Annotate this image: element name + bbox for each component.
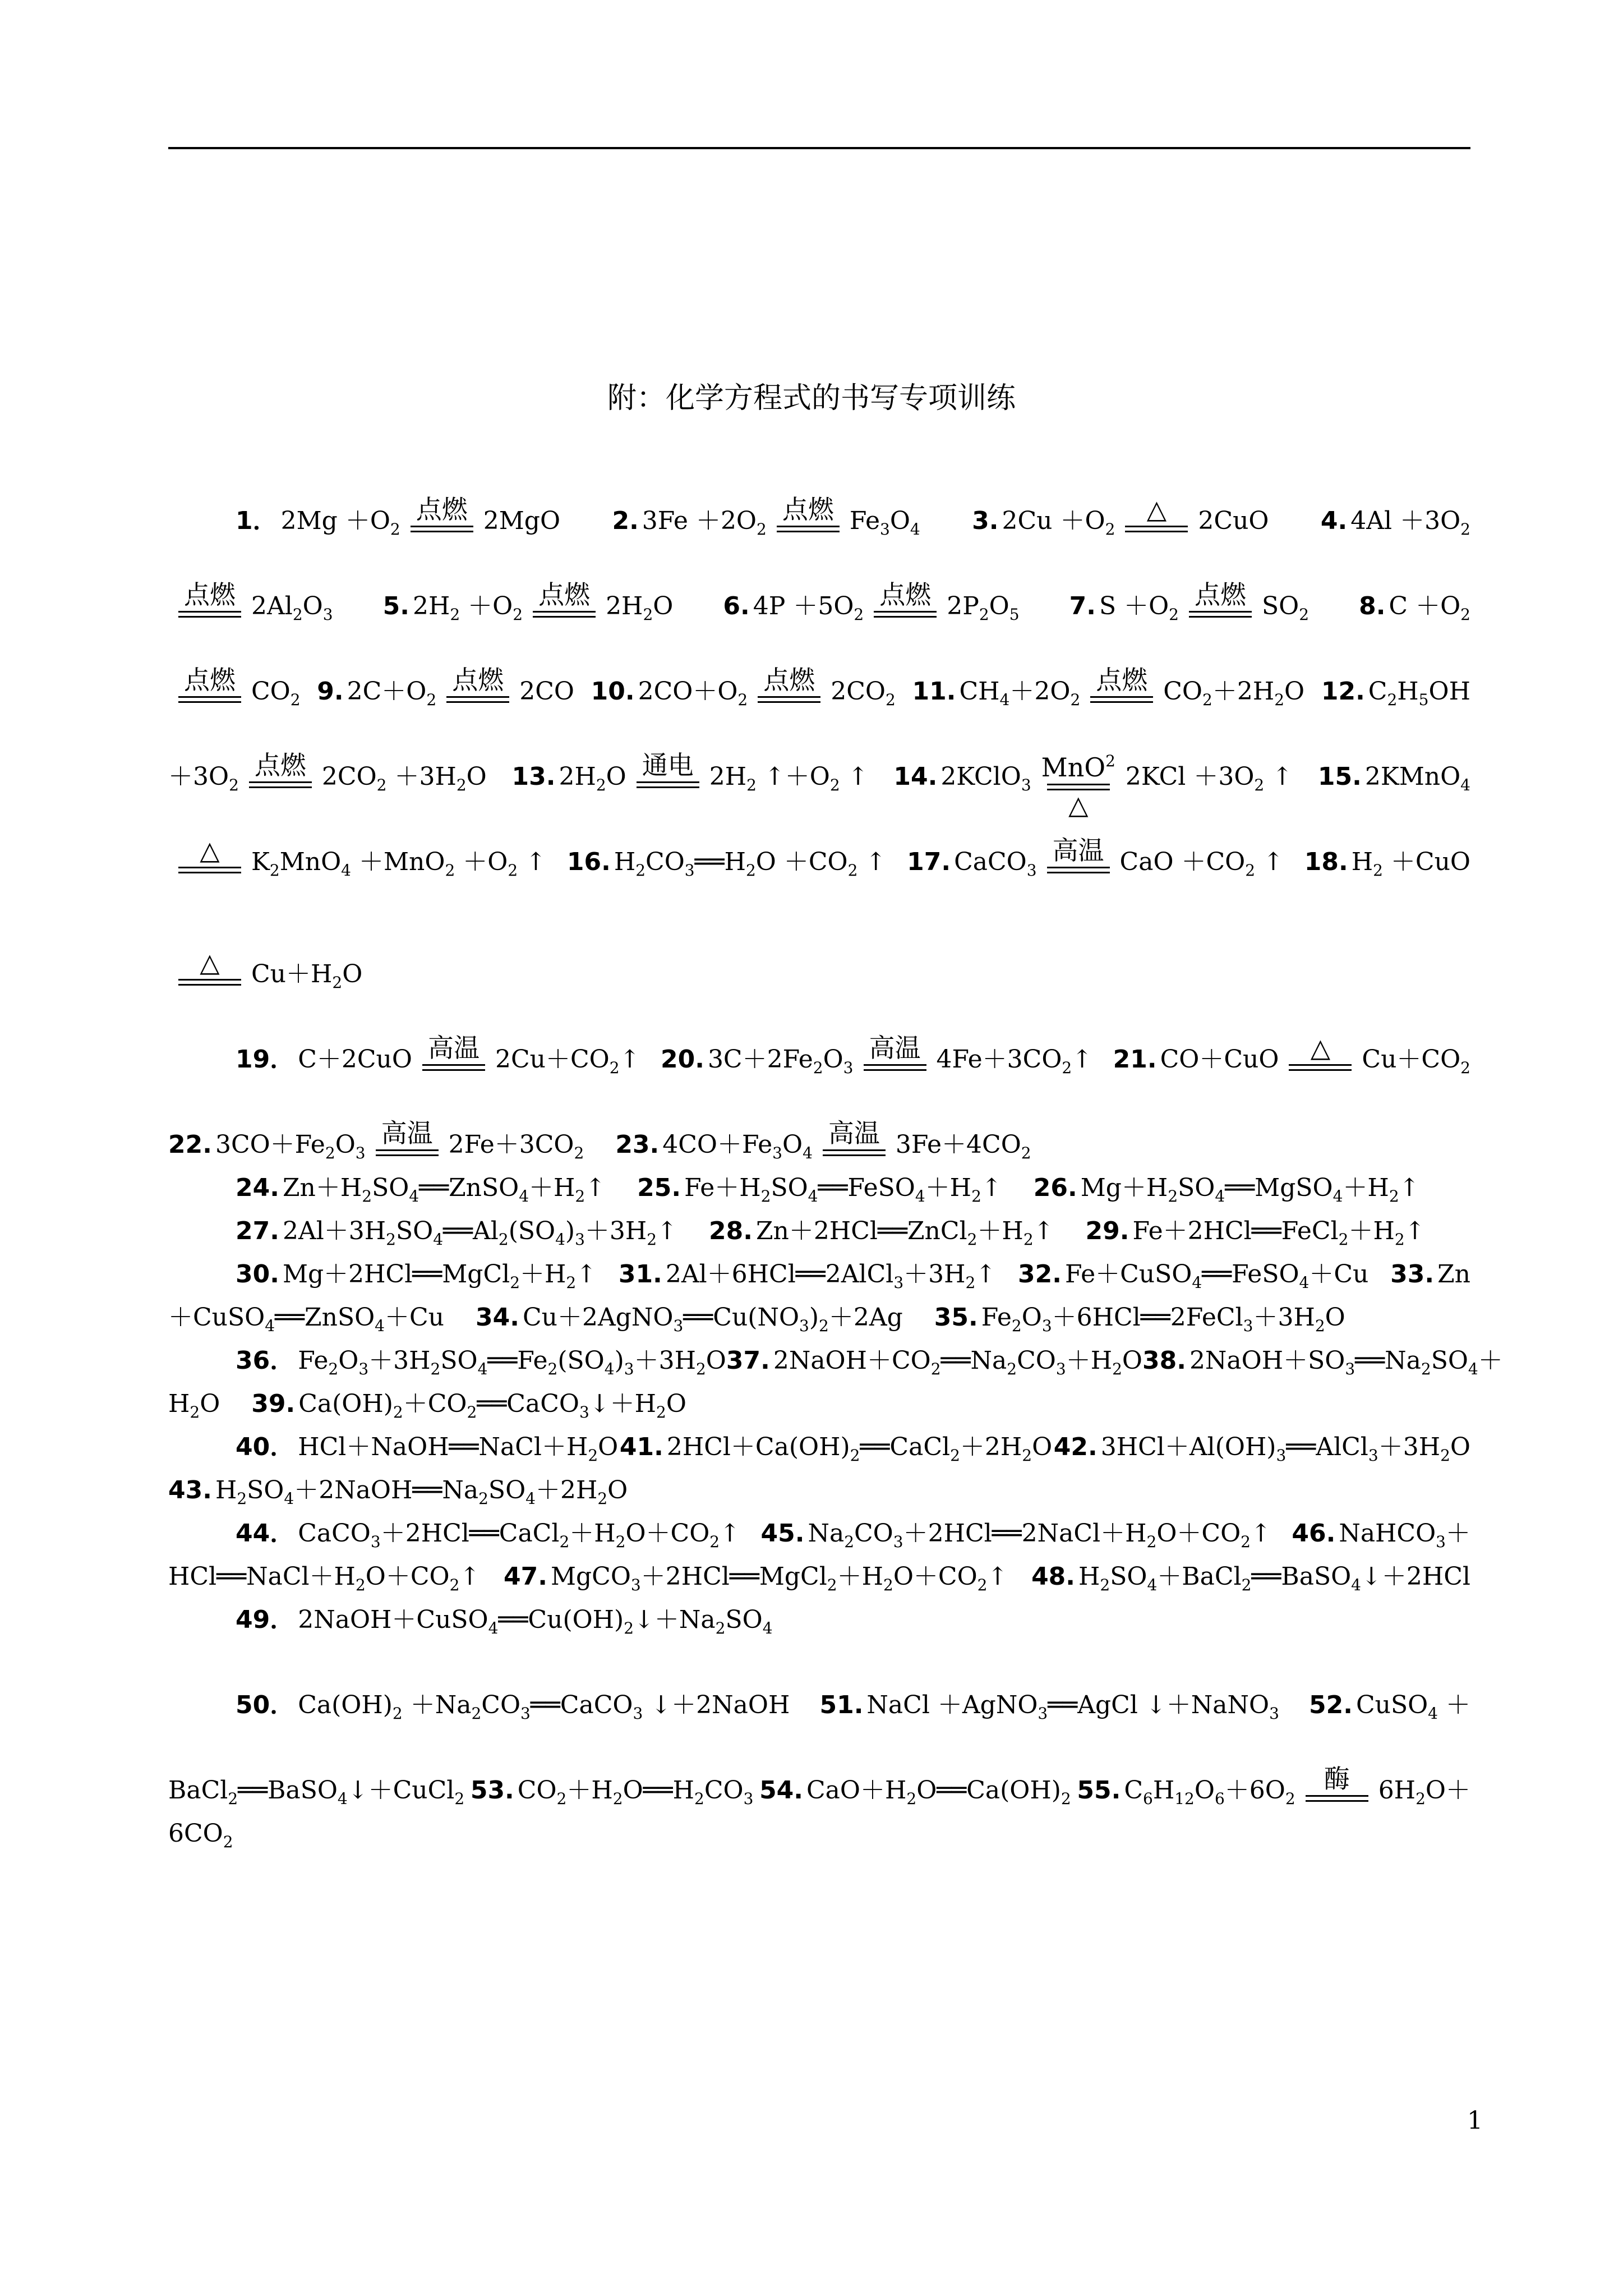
condition-below: △	[1068, 790, 1089, 820]
equation-line	[168, 1161, 1470, 1204]
equation	[236, 1008, 640, 1075]
reactants: $H_2SO_4+BaCl_2══BaSO_4↓+2HCl$	[1078, 1562, 1470, 1594]
equation	[1034, 1168, 1420, 1204]
equation	[512, 725, 869, 793]
equation	[612, 470, 920, 537]
reactants: $2HCl+Ca(OH)_2══CaCl_2+2H_2O$	[666, 1433, 1053, 1465]
equation	[907, 811, 1284, 878]
reactants: $C_2H_5OH$	[1368, 677, 1470, 709]
equation	[476, 1297, 903, 1333]
condition-label: 点燃	[1194, 579, 1246, 610]
equation-number: 45.	[760, 1519, 805, 1548]
equation	[1018, 1254, 1368, 1290]
reactants: $2H_2O$	[559, 762, 626, 794]
reaction-condition	[1189, 555, 1252, 622]
products: $Cu+CO_2$	[1362, 1045, 1470, 1077]
reaction-condition	[178, 555, 241, 622]
equation-number: 16.	[566, 848, 611, 876]
equation	[591, 640, 896, 707]
reactants: $3HCl+Al(OH)_3══AlCl_3+3H_2O$	[1100, 1433, 1470, 1465]
products: $2Cu+CO_2↑$	[495, 1045, 640, 1077]
equation	[615, 1093, 1031, 1161]
page-title: 附：化学方程式的书写专项训练	[607, 381, 1016, 415]
equation-number: 21.	[1113, 1045, 1157, 1074]
reactants: $2NaOH+CO_2══Na_2CO_3+H_2O$	[773, 1346, 1142, 1378]
equation-number: 46.	[1292, 1519, 1336, 1548]
equation-number: 2.	[612, 507, 639, 535]
equation	[168, 1384, 220, 1420]
products: $2Al_2O_3$	[251, 592, 333, 624]
equation-number: 34.	[476, 1303, 519, 1332]
equation-number: 24.	[236, 1174, 279, 1202]
reactants: $CO_2+H_2O══H_2CO_3$	[517, 1776, 754, 1808]
products: 2CO	[519, 677, 574, 706]
equation-line	[168, 1721, 1470, 1806]
reactants: $S +O_2$	[1099, 592, 1179, 624]
equation-number: 10.	[591, 677, 635, 706]
equation-line	[168, 1333, 1503, 1378]
equation-number: 37.	[726, 1346, 770, 1375]
reactants: $CaO+H_2O══Ca(OH)_2$	[806, 1776, 1071, 1808]
equation	[1142, 1341, 1503, 1377]
condition-label: 点燃	[254, 750, 306, 780]
reactants: ＋CuSO$_4$══ZnSO$_4$＋Cu	[168, 1303, 444, 1335]
equation	[236, 1341, 726, 1377]
reaction-condition	[411, 470, 473, 537]
products: $2H_2O$	[606, 592, 674, 624]
equation	[567, 811, 886, 878]
equation-line	[168, 1806, 1470, 1849]
equation	[236, 1168, 606, 1204]
equation-number: 1．	[236, 507, 278, 535]
double-bar	[1306, 1795, 1368, 1802]
equation	[1321, 470, 1470, 537]
equation-line	[168, 1593, 1470, 1636]
equation-number: 36．	[236, 1346, 295, 1375]
equation	[236, 1254, 597, 1290]
equation	[1359, 555, 1470, 622]
double-bar	[1189, 611, 1252, 618]
reactants: $Fe+H_2SO_4══FeSO_4+H_2↑$	[684, 1174, 1002, 1205]
condition-label: △	[1310, 1033, 1331, 1063]
equation	[619, 1254, 996, 1290]
condition-label: 点燃	[538, 579, 591, 610]
reactants: $Cu+2AgNO_3══Cu(NO_3)_2+2Ag$	[522, 1303, 903, 1335]
condition-label: 点燃	[879, 579, 932, 610]
equation-number: 29.	[1085, 1217, 1129, 1245]
equation	[819, 1654, 1279, 1721]
equation	[1086, 1211, 1426, 1247]
equation	[168, 1093, 584, 1161]
condition-label: 高温	[828, 1118, 880, 1148]
products: CaO $+CO_2$ ↑	[1119, 848, 1284, 880]
double-bar	[178, 979, 241, 986]
products: 2MgO	[483, 507, 561, 535]
header-rule	[168, 147, 1470, 149]
equation-number: 43.	[168, 1476, 212, 1504]
reaction-condition	[758, 640, 820, 707]
reactants: $C_6H_{12}O_6+6O_2$	[1124, 1776, 1295, 1808]
products: $2CO_2$	[831, 677, 896, 709]
reactants: $CH_4+2O_2$	[959, 677, 1081, 709]
reactants: $2NaOH+SO_3══Na_2SO_4+$	[1189, 1346, 1503, 1378]
reactants: BaCl$_2$══BaSO$_4$↓＋CuCl$_2$	[168, 1776, 465, 1808]
condition-label: 点燃	[452, 665, 504, 695]
equation-number: 27.	[236, 1217, 279, 1245]
reaction-condition	[1306, 1739, 1368, 1806]
equation-number: 51.	[819, 1691, 864, 1719]
equation-line	[168, 990, 1470, 1075]
equation	[504, 1557, 1008, 1593]
double-bar	[376, 1149, 439, 1156]
double-bar	[178, 867, 241, 873]
reaction-condition	[446, 640, 509, 707]
equation	[236, 470, 560, 537]
equation-number: 26.	[1033, 1174, 1077, 1202]
double-bar	[874, 611, 937, 618]
double-bar	[178, 611, 241, 618]
reactants: Zn	[1437, 1260, 1470, 1289]
condition-label: MnO$^2$	[1041, 752, 1115, 783]
condition-label: 点燃	[782, 494, 834, 524]
equation-number: 54.	[759, 1776, 804, 1805]
equation-number: 17.	[907, 848, 951, 876]
equation-line	[168, 707, 1470, 820]
double-bar	[178, 696, 241, 703]
equation	[168, 1557, 480, 1593]
double-bar	[446, 696, 509, 703]
products: $6H_2O+$	[1378, 1776, 1470, 1808]
double-bar	[777, 526, 840, 532]
reaction-condition	[777, 470, 840, 537]
double-bar	[411, 526, 473, 532]
reaction-condition	[422, 1008, 485, 1075]
condition-label: 酶	[1324, 1764, 1350, 1794]
reaction-condition	[533, 555, 596, 622]
products: $2CO_2 +3H_2O$	[321, 762, 487, 794]
condition-label: 点燃	[184, 665, 236, 695]
equation	[934, 1297, 1345, 1333]
reactants: $C +O_2$	[1389, 592, 1470, 624]
reactants: $3CO+Fe_2O_3$	[215, 1130, 366, 1162]
equation	[236, 1427, 618, 1463]
reactants: $3C+2Fe_2O_3$	[707, 1045, 854, 1077]
equation-number: 3.	[972, 507, 999, 535]
condition-label: △	[200, 947, 220, 978]
equation-line	[168, 1377, 1470, 1420]
equation-number: 53.	[470, 1776, 514, 1805]
reactants: CO＋CuO	[1160, 1045, 1279, 1074]
reaction-condition	[178, 811, 241, 878]
equation-number: 31.	[618, 1260, 662, 1289]
equation-number: 11.	[912, 677, 956, 706]
reactants: $H_2CO_3══H_2O +CO_2$ ↑	[614, 848, 887, 880]
equation-number: 12.	[1321, 677, 1365, 706]
equation	[168, 811, 546, 878]
page-number: 1	[1467, 2106, 1483, 2135]
equation-number: 25.	[637, 1174, 681, 1202]
reactants: $Na_2CO_3+2HCl══2NaCl+H_2O+CO_2↑$	[808, 1519, 1271, 1551]
products: $2Fe+3CO_2$	[448, 1130, 584, 1162]
products: $CO_2+2H_2O$	[1163, 677, 1305, 709]
equation	[168, 555, 333, 622]
equation	[726, 1341, 1142, 1377]
equation-number: 38.	[1142, 1346, 1186, 1375]
products: $2KCl +3O_2$ ↑	[1125, 762, 1293, 794]
equation	[1309, 1654, 1470, 1721]
equation	[168, 1814, 233, 1849]
equation-number: 35.	[934, 1303, 978, 1332]
reactants: $2Al+6HCl══2AlCl_3+3H_2↑$	[665, 1260, 997, 1292]
reactants: $2H_2 +O_2$	[412, 592, 523, 624]
reactants: NaHCO$_3$＋	[1339, 1519, 1470, 1551]
reactants: $3Fe +2O_2$	[642, 507, 767, 539]
double-bar	[1090, 696, 1153, 703]
reactants: C＋2CuO	[298, 1045, 412, 1074]
reaction-condition	[178, 923, 241, 990]
double-bar	[249, 781, 312, 788]
equation	[168, 923, 362, 990]
equation-line	[168, 1075, 1470, 1161]
double-bar	[758, 696, 820, 703]
equation-number: 23.	[615, 1130, 660, 1159]
equation-number: 15.	[1317, 762, 1362, 791]
reactants: $+3O_2$	[168, 762, 239, 794]
equation-number: 20.	[660, 1045, 704, 1074]
reactants: $2Al+3H_2SO_4══Al_2(SO_4)_3+3H_2↑$	[282, 1217, 677, 1249]
condition-label: 点燃	[184, 579, 236, 610]
products: 2CuO	[1198, 507, 1269, 535]
reactants: $Zn+H_2SO_4══ZnSO_4+H_2↑$	[282, 1174, 606, 1205]
condition-label: 点燃	[416, 494, 468, 524]
equation-number: 48.	[1031, 1562, 1076, 1591]
condition-label: 高温	[381, 1118, 433, 1148]
equation	[168, 1739, 464, 1806]
products: $K_2MnO_4 +MnO_2 +O_2$ ↑	[251, 848, 547, 880]
reactants: $2C+O_2$	[347, 677, 437, 709]
reactants: $Ca(OH)_2+CO_2══CaCO_3↓+H_2O$	[298, 1389, 686, 1421]
reactants: $Fe_2O_3+6HCl══2FeCl_3+3H_2O$	[981, 1303, 1345, 1335]
reactants: $H_2 +CuO$	[1351, 848, 1470, 880]
double-bar	[864, 1064, 926, 1071]
equation-number: 8.	[1359, 592, 1386, 620]
equation-line	[168, 537, 1470, 622]
equation-number: 22.	[168, 1130, 212, 1159]
reactants: $2Mg +O_2$	[280, 507, 400, 539]
equation	[383, 555, 674, 622]
equation	[1113, 1008, 1470, 1075]
reactants: $H_2O$	[168, 1389, 220, 1421]
equation-line	[168, 452, 1470, 537]
equation-number: 5.	[382, 592, 409, 620]
equation-number: 52.	[1309, 1691, 1353, 1719]
equation-line	[168, 1463, 1470, 1506]
equation	[1390, 1254, 1470, 1290]
reactants: $Zn+2HCl══ZnCl_2+H_2↑$	[755, 1217, 1054, 1249]
condition-label: 通电	[642, 750, 694, 780]
equation	[168, 1470, 628, 1506]
reactants: $2CO+O_2$	[638, 677, 748, 709]
equation-number: 18.	[1304, 848, 1348, 876]
equation-number: 42.	[1053, 1433, 1098, 1461]
equation-line	[168, 1290, 1470, 1333]
reactants: $Ca(OH)_2$ $+Na_2CO_3══CaCO_3$ ↓＋2NaOH	[298, 1691, 790, 1723]
reactants: $HCl══NaCl+H_2O+CO_2↑$	[168, 1562, 481, 1594]
reaction-condition	[874, 555, 937, 622]
reaction-condition	[249, 725, 312, 793]
equation	[759, 1739, 1071, 1806]
reactants: CuSO$_4$ ＋	[1355, 1691, 1470, 1723]
equation-number: 7.	[1069, 592, 1096, 620]
equation-line	[168, 878, 1470, 990]
double-bar	[422, 1064, 485, 1071]
products: $SO_2$	[1261, 592, 1310, 624]
condition-label: 高温	[427, 1033, 479, 1063]
equation	[620, 1427, 1052, 1463]
equation-number: 40．	[236, 1433, 295, 1461]
condition-label: △	[1146, 494, 1167, 524]
equation	[1321, 640, 1470, 707]
reactants: $Mg+H_2SO_4══MgSO_4+H_2↑$	[1080, 1174, 1420, 1205]
double-bar	[1289, 1064, 1352, 1071]
equation-number: 28.	[709, 1217, 753, 1245]
equation-number: 13.	[511, 762, 556, 791]
equation-list	[168, 452, 1503, 1851]
reactants: $2Cu +O_2$	[1002, 507, 1115, 539]
equation	[236, 1654, 790, 1721]
equation	[251, 1384, 686, 1420]
reactants: $6CO_2$	[168, 1819, 233, 1851]
reaction-condition	[1289, 1008, 1352, 1075]
products: $2P_2O_5$	[947, 592, 1020, 624]
double-bar	[533, 611, 596, 618]
equation	[1031, 1557, 1470, 1593]
reactants: $Fe+2HCl══FeCl_2+H_2↑$	[1132, 1217, 1426, 1249]
products: $Fe_3O_4$	[849, 507, 920, 539]
reaction-condition	[1125, 470, 1188, 537]
equation-number: 41.	[619, 1433, 663, 1461]
reactants: CaCO$_3$	[954, 848, 1037, 880]
equation-number: 14.	[893, 762, 938, 791]
equation-number: 6.	[723, 592, 750, 620]
equation	[1069, 555, 1309, 622]
equation-line	[168, 1506, 1470, 1549]
equation-line	[168, 1247, 1470, 1290]
equation	[471, 1739, 754, 1806]
equation	[1304, 811, 1470, 878]
equation	[723, 555, 1019, 622]
equation-number: 4.	[1320, 507, 1348, 535]
condition-label: △	[200, 835, 220, 866]
products: $2H_2$ $↑+O_2$ ↑	[709, 762, 869, 794]
reactants: $MgCO_3+2HCl══MgCl_2+H_2O+CO_2↑$	[550, 1562, 1008, 1594]
double-bar	[1125, 526, 1188, 532]
condition-label: 高温	[869, 1033, 921, 1063]
equation	[168, 725, 487, 793]
reactants: $4Al +3O_2$	[1350, 507, 1470, 539]
equation	[317, 640, 574, 707]
equation	[761, 1513, 1271, 1549]
equation-number: 30.	[236, 1260, 279, 1289]
equation	[912, 640, 1305, 707]
equation-number: 9.	[317, 677, 344, 706]
products: $4Fe+3CO_2↑$	[936, 1045, 1093, 1077]
equation	[1292, 1513, 1470, 1549]
reactants: NaCl ＋AgNO$_3$══AgCl ↓＋NaNO$_3$	[866, 1691, 1279, 1723]
equation	[236, 1600, 773, 1636]
reaction-condition	[823, 1093, 886, 1161]
equation-line	[168, 1549, 1470, 1593]
reactants: 2KMnO$_4$	[1364, 762, 1470, 794]
equation-number: 32.	[1018, 1260, 1062, 1289]
double-bar	[637, 781, 699, 788]
equation	[972, 470, 1269, 537]
double-bar	[1047, 867, 1110, 873]
reactants: $HCl+NaOH══NaCl+H_2O$	[298, 1433, 619, 1465]
products: $3Fe+4CO_2$	[895, 1130, 1031, 1162]
equation-number: 33.	[1390, 1260, 1435, 1289]
equation-number: 19．	[236, 1045, 295, 1074]
reactants: $4CO+Fe_3O_4$	[662, 1130, 813, 1162]
reactants: $CaCO_3+2HCl══CaCl_2+H_2O+CO_2↑$	[298, 1519, 740, 1551]
equation	[893, 725, 1293, 820]
equation-line	[168, 1636, 1470, 1721]
reaction-condition	[178, 640, 241, 707]
equation-number: 44．	[236, 1519, 295, 1548]
products: $CO_2$	[251, 677, 301, 709]
equation-number: 49．	[236, 1605, 295, 1634]
equation	[236, 1513, 740, 1549]
equation	[637, 1168, 1002, 1204]
reaction-condition	[1090, 640, 1153, 707]
equation	[168, 1297, 444, 1333]
equation-line	[168, 622, 1470, 707]
double-bar	[823, 1149, 886, 1156]
reactants: $2NaOH+CuSO_4══Cu(OH)_2↓+Na_2SO_4$	[298, 1605, 773, 1637]
condition-label: 点燃	[1096, 665, 1148, 695]
equation	[1077, 1739, 1470, 1806]
products: $Cu+H_2O$	[251, 960, 363, 992]
equation-line	[168, 1204, 1470, 1247]
equation	[1318, 725, 1470, 793]
condition-label: 高温	[1052, 835, 1104, 866]
reactants: 2KClO$_3$	[940, 762, 1031, 794]
reactants: $H_2SO_4+2NaOH══Na_2SO_4+2H_2O$	[215, 1476, 628, 1508]
equation	[168, 640, 301, 707]
reactants: $Fe_2O_3+3H_2SO_4══Fe_2(SO_4)_3+3H_2O$	[298, 1346, 726, 1378]
equation	[1054, 1427, 1470, 1463]
equation	[236, 1211, 677, 1247]
reactants: Fe＋CuSO$_4$══FeSO$_4$＋Cu	[1064, 1260, 1369, 1292]
equation	[709, 1211, 1054, 1247]
reaction-condition	[376, 1093, 439, 1161]
reaction-condition	[637, 725, 699, 793]
equation-line	[168, 793, 1470, 878]
equation-number: 50．	[236, 1691, 295, 1719]
equation-number: 39.	[251, 1389, 296, 1418]
reactants: $Mg+2HCl══MgCl_2+H_2↑$	[282, 1260, 597, 1292]
condition-label: 点燃	[763, 665, 815, 695]
equation-number: 55.	[1077, 1776, 1121, 1805]
reactants: $4P +5O_2$	[753, 592, 864, 624]
equation-line	[168, 1420, 1470, 1463]
equation	[661, 1008, 1092, 1075]
equation-number: 47.	[504, 1562, 547, 1591]
reaction-condition	[1047, 811, 1110, 878]
reaction-condition	[864, 1008, 926, 1075]
